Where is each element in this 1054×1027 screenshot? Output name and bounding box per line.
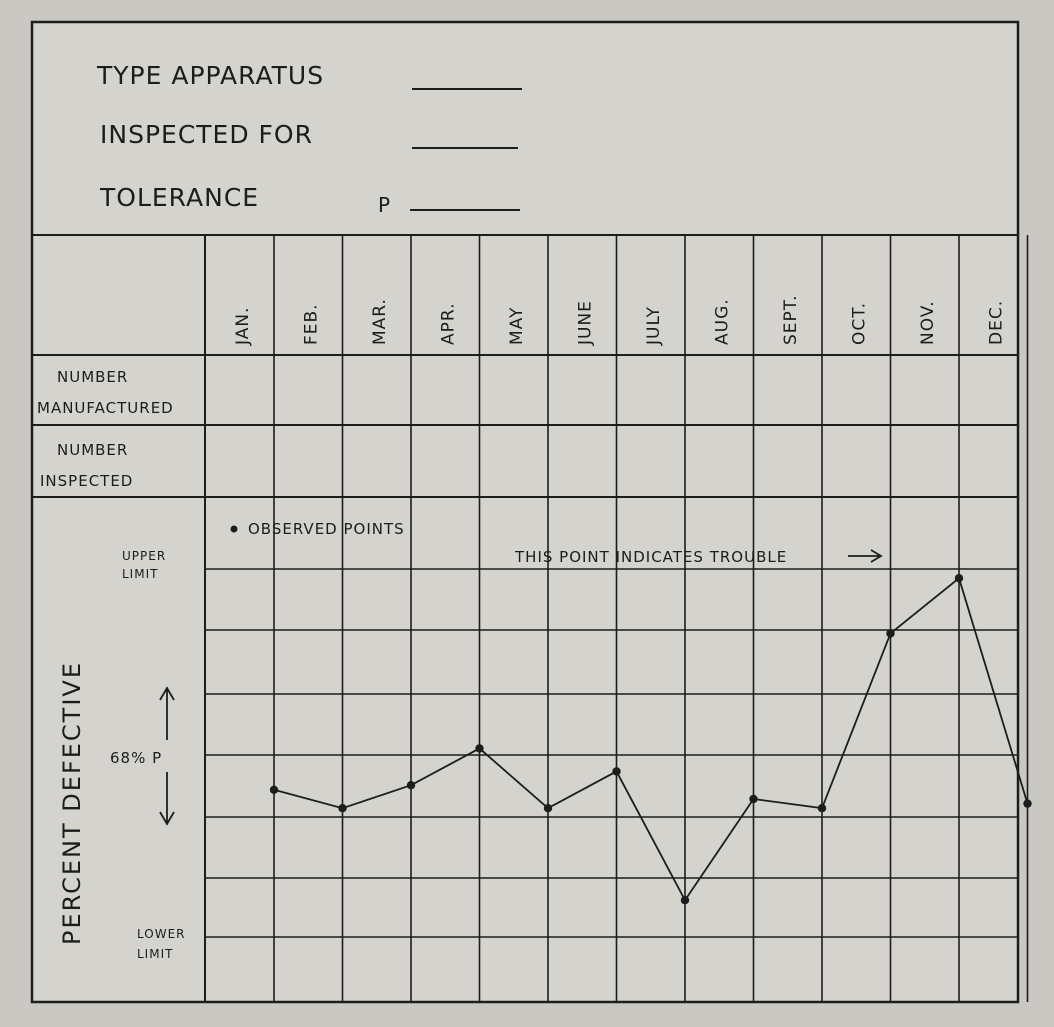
upper-limit-label-1: UPPER — [122, 549, 167, 563]
data-point-feb — [338, 804, 346, 812]
data-point-oct — [886, 629, 894, 637]
observed-points-legend: OBSERVED POINTS — [248, 520, 405, 538]
data-point-july — [681, 896, 689, 904]
month-label: JUNE — [575, 300, 596, 345]
month-label: JULY — [643, 305, 664, 345]
data-point-apr — [475, 744, 483, 752]
lower-limit-label-2: LIMIT — [137, 947, 174, 961]
month-label: JAN. — [232, 306, 253, 345]
number-manufactured-label-2: MANUFACTURED — [37, 399, 174, 417]
data-point-dec — [1023, 799, 1031, 807]
number-inspected-label-2: INSPECTED — [40, 472, 134, 490]
chart-frame — [32, 22, 1018, 1002]
data-point-mar — [407, 781, 415, 789]
tolerance-symbol: P — [378, 193, 392, 217]
month-label: MAY — [506, 306, 527, 345]
inspected-for-label: INSPECTED FOR — [100, 120, 313, 149]
month-label: FEB. — [301, 303, 322, 345]
month-label: AUG. — [712, 298, 733, 345]
data-point-sept — [818, 804, 826, 812]
month-label: APR. — [438, 302, 459, 345]
data-point-may — [544, 804, 552, 812]
observed-points-marker-icon — [231, 526, 238, 533]
data-point-nov — [955, 574, 963, 582]
data-point-june — [612, 767, 620, 775]
number-manufactured-label-1: NUMBER — [57, 368, 129, 386]
lower-limit-label-1: LOWER — [137, 927, 186, 941]
type-apparatus-label: TYPE APPARATUS — [97, 61, 325, 90]
upper-limit-label-2: LIMIT — [122, 567, 159, 581]
data-point-aug — [749, 795, 757, 803]
month-label: SEPT. — [780, 294, 801, 345]
number-inspected-label-1: NUMBER — [57, 441, 129, 459]
y-axis-label: PERCENT DEFECTIVE — [58, 661, 86, 945]
month-label: MAR. — [369, 298, 390, 345]
trouble-annotation: THIS POINT INDICATES TROUBLE — [515, 548, 788, 566]
tolerance-label: TOLERANCE — [100, 183, 260, 212]
center-line-label: 68% P — [110, 749, 163, 767]
data-point-jan — [270, 786, 278, 794]
month-label: NOV. — [917, 300, 938, 345]
month-label: OCT. — [849, 301, 870, 345]
month-label: DEC. — [986, 299, 1007, 345]
